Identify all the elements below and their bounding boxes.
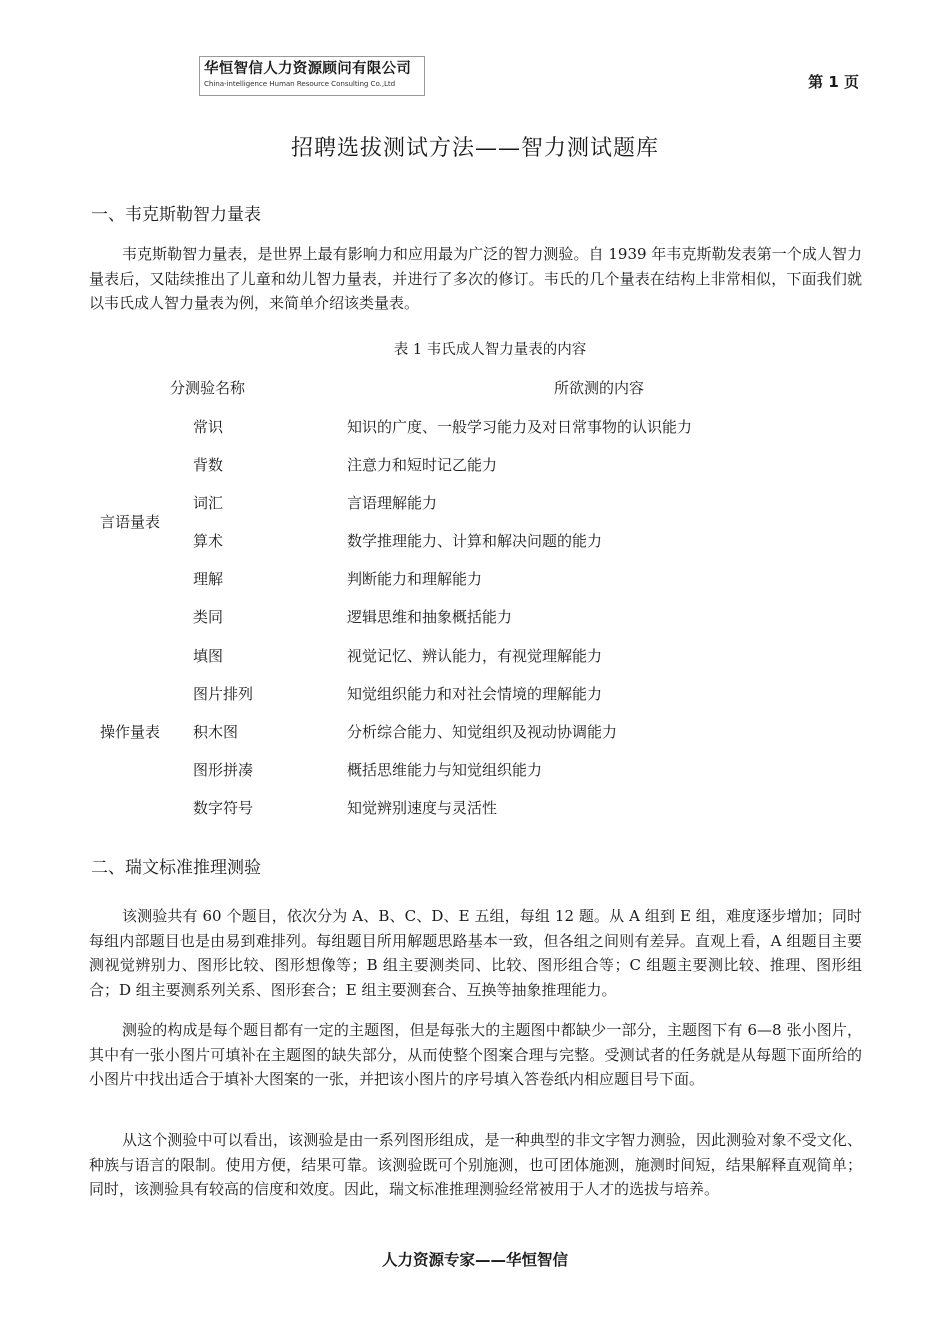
table-row-name: 图片排列 <box>193 685 254 703</box>
paragraph-raven-structure: 该测验共有 60 个题目，依次分为 A、B、C、D、E 五组，每组 12 题。从 A 组到 E 组，难度逐步增加；同时每组内部题目也是由易到难排列。每组题目所用解题思路基本一致，但各组之间则有差异。直观上看，A 组题目主要测视觉辨别力、图形比较、图形想像等；B 组主要测类同、比较、图形组合等；C 组题主要测比较、推理、图形组合；D 组主要测系列关系、图形套合；E 组主要测套合、互换等抽象推理能力。 <box>89 907 862 999</box>
table-caption: 表 1 韦氏成人智力量表的内容 <box>393 342 587 358</box>
table-row-desc: 知觉辨别速度与灵活性 <box>347 799 498 817</box>
table-row-desc: 逻辑思维和抽象概括能力 <box>347 608 513 626</box>
table-header-subtest: 分测验名称 <box>170 379 246 397</box>
paragraph-raven-features: 从这个测验中可以看出，该测验是由一系列图形组成，是一种典型的非文字智力测验，因此测验对象不受文化、种族与语言的限制。使用方便，结果可靠。该测验既可个别施测，也可团体施测，施测时间短，结果解释直观简单；同时，该测验具有较高的信度和效度。因此，瑞文标准推理测验经常被用于人才的选拔与培养。 <box>89 1131 862 1198</box>
table-row-desc: 知觉组织能力和对社会情境的理解能力 <box>347 685 603 703</box>
table-row-name: 数字符号 <box>193 799 254 817</box>
table-group-performance: 操作量表 <box>100 723 161 741</box>
section-heading-wechsler: 一、韦克斯勒智力量表 <box>91 205 261 225</box>
table-row-desc: 概括思维能力与知觉组织能力 <box>347 761 543 779</box>
table-row-desc: 视觉记忆、辨认能力，有视觉理解能力 <box>347 647 603 665</box>
footer-slogan: 人力资源专家——华恒智信 <box>381 1251 568 1269</box>
table-row-desc: 数学推理能力、计算和解决问题的能力 <box>347 532 603 550</box>
table-header-content: 所欲测的内容 <box>554 379 645 397</box>
page-number: 第 1 页 <box>808 73 859 91</box>
table-row-name: 填图 <box>193 647 224 665</box>
table-row-name: 背数 <box>193 456 224 474</box>
table-row-desc: 判断能力和理解能力 <box>347 570 483 588</box>
table-row-name: 图形拼凑 <box>193 761 254 779</box>
table-row-name: 常识 <box>193 418 224 436</box>
table-row-desc: 分析综合能力、知觉组织及视动协调能力 <box>347 723 618 741</box>
table-row-desc: 注意力和短时记乙能力 <box>347 456 498 474</box>
table-row-name: 理解 <box>193 570 224 588</box>
table-row-desc: 言语理解能力 <box>347 494 438 512</box>
section-heading-raven: 二、瑞文标准推理测验 <box>91 858 261 878</box>
table-row-desc: 知识的广度、一般学习能力及对日常事物的认识能力 <box>347 418 693 436</box>
table-row-name: 类同 <box>193 608 224 626</box>
logo-chinese-name: 华恒智信人力资源顾问有限公司 <box>204 61 412 77</box>
table-row-name: 词汇 <box>193 494 224 512</box>
logo-english-name: China-intelligence Human Resource Consulting Co.,Ltd <box>204 79 396 88</box>
document-title: 招聘选拔测试方法——智力测试题库 <box>290 136 659 161</box>
paragraph-raven-composition: 测验的构成是每个题目都有一定的主题图，但是每张大的主题图中都缺少一部分，主题图下有 6—8 张小图片，其中有一张小图片可填补在主题图的缺失部分，从而使整个图案合理与完整。受测试者的任务就是从每题下面所给的小图片中找出适合于填补大图案的一张，并把该小图片的序号填入答卷纸内相应题目号下面。 <box>89 1021 862 1088</box>
table-group-verbal: 言语量表 <box>100 513 161 531</box>
paragraph-wechsler-intro: 韦克斯勒智力量表，是世界上最有影响力和应用最为广泛的智力测验。自 1939 年韦克斯勒发表第一个成人智力量表后，又陆续推出了儿童和幼儿智力量表，并进行了多次的修订。韦氏的几个量表在结构上非常相似，下面我们就以韦氏成人智力量表为例，来简单介绍该类量表。 <box>89 245 862 312</box>
table-row-name: 算术 <box>193 532 224 550</box>
company-logo <box>199 56 425 96</box>
table-row-name: 积木图 <box>193 723 239 741</box>
